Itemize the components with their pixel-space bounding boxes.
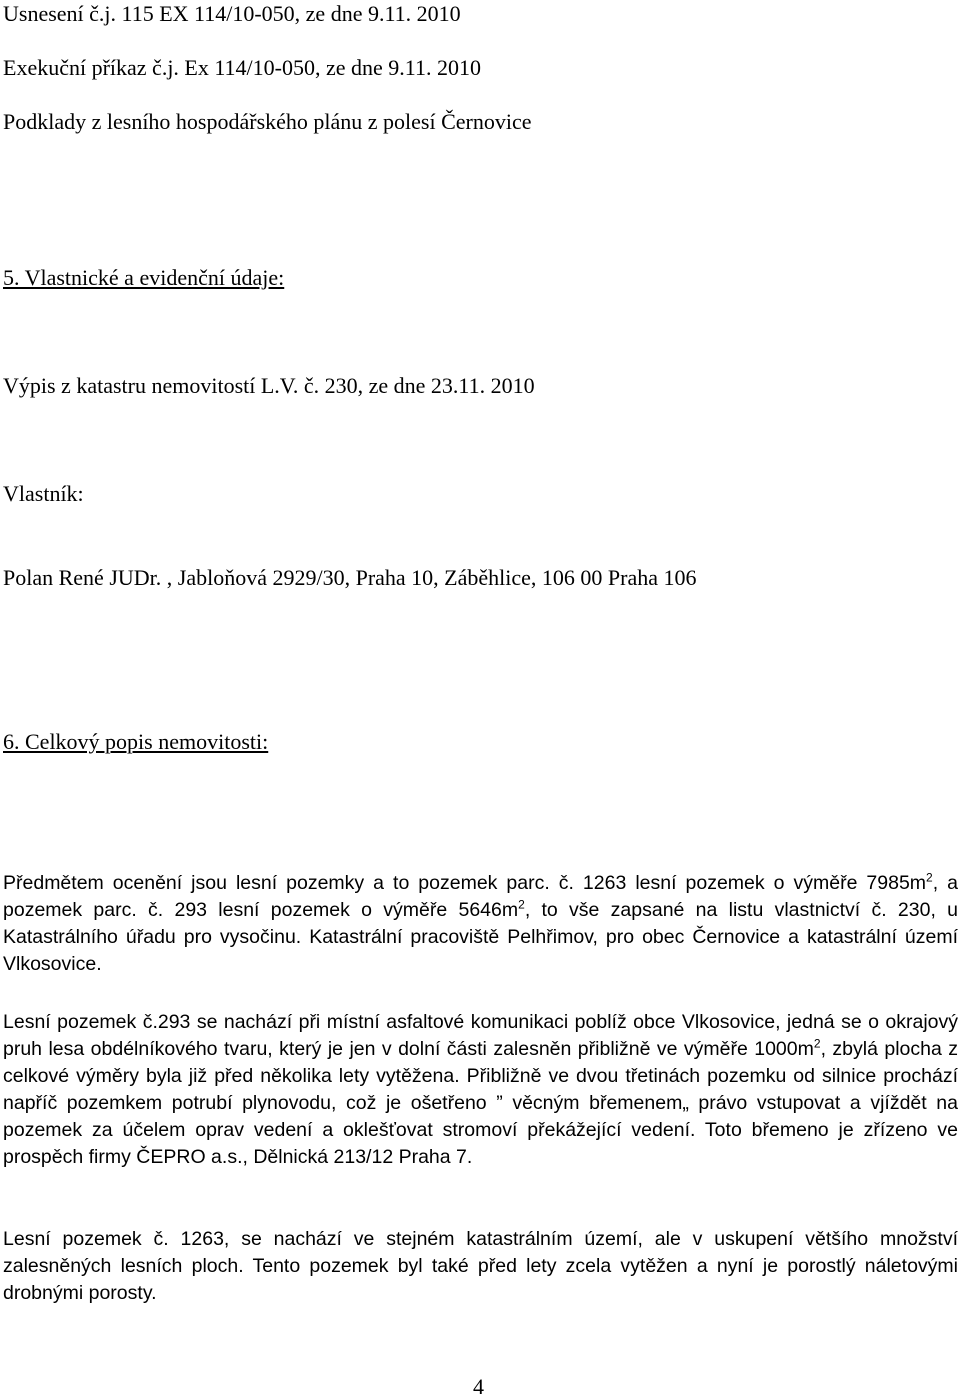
forest-plan-reference: Podklady z lesního hospodářského plánu z polesí Černovice xyxy=(3,109,532,134)
paragraph-text: Lesní pozemek č.293 se nachází při místní asfaltové komunikaci poblíž obce Vlkosovice, jedná se o okrajový pruh lesa obdélníkového tvaru, který je jen v dolní části zalesněn přibližně ve výměře 1000m xyxy=(3,1011,958,1060)
cadastre-extract-line: Výpis z katastru nemovitostí L.V. č. 230, ze dne 23.11. 2010 xyxy=(3,373,535,398)
page-number: 4 xyxy=(473,1374,484,1399)
paragraph-parcel-1263: Lesní pozemek č. 1263, se nachází ve stejném katastrálním území, ale v uskupení většího množství zalesněných lesních ploch. Tento pozemek byl také před lety zcela vytěžen a nyní je porostlý náletovými drobnými porosty. xyxy=(3,1228,958,1304)
superscript: 2 xyxy=(926,870,933,885)
paragraph-text: Předmětem ocenění jsou lesní pozemky a to pozemek parc. č. 1263 lesní pozemek o výměře 7985m xyxy=(3,872,927,894)
section-5-heading: 5. Vlastnické a evidenční údaje: xyxy=(3,265,285,290)
paragraph-subject-of-valuation xyxy=(3,870,958,978)
section-6-heading: 6. Celkový popis nemovitosti: xyxy=(3,729,269,754)
resolution-reference: Usnesení č.j. 115 EX 114/10-050, ze dne 9.11. 2010 xyxy=(3,1,461,26)
superscript: 2 xyxy=(813,1036,821,1051)
execution-order-reference: Exekuční příkaz č.j. Ex 114/10-050, ze dne 9.11. 2010 xyxy=(3,55,481,80)
superscript: 2 xyxy=(518,897,525,912)
owner-label: Vlastník: xyxy=(3,481,84,506)
owner-value: Polan René JUDr. , Jabloňová 2929/30, Praha 10, Záběhlice, 106 00 Praha 106 xyxy=(3,565,697,590)
paragraph-text: , to vše zapsané na listu vlastnictví č. 230, u Katastrálního úřadu pro vysočinu. Katastrální pracoviště Pelhřimov, pro obec Černovice a katastrální území Vlkosovice. xyxy=(3,899,959,975)
paragraph-text: , a pozemek parc. č. 293 lesní pozemek o výměře 5646m xyxy=(3,872,958,921)
paragraph-parcel-293 xyxy=(3,1009,958,1171)
paragraph-text: , zbylá plocha z celkové výměry byla již před několika lety vytěžena. Přibližně ve dvou třetinách pozemku od silnice prochází napříč pozemkem potrubí plynovodu, což je ošetřeno ” věcným břemenem„ právo vstupovat a vjíždět na pozemek za účelem oprav vedení a oklešťovat stromoví překážející vedení. Toto břemeno je zřízeno ve prospěch firmy ČEPRO a.s., Dělnická 213/12 Praha 7. xyxy=(3,1038,959,1168)
